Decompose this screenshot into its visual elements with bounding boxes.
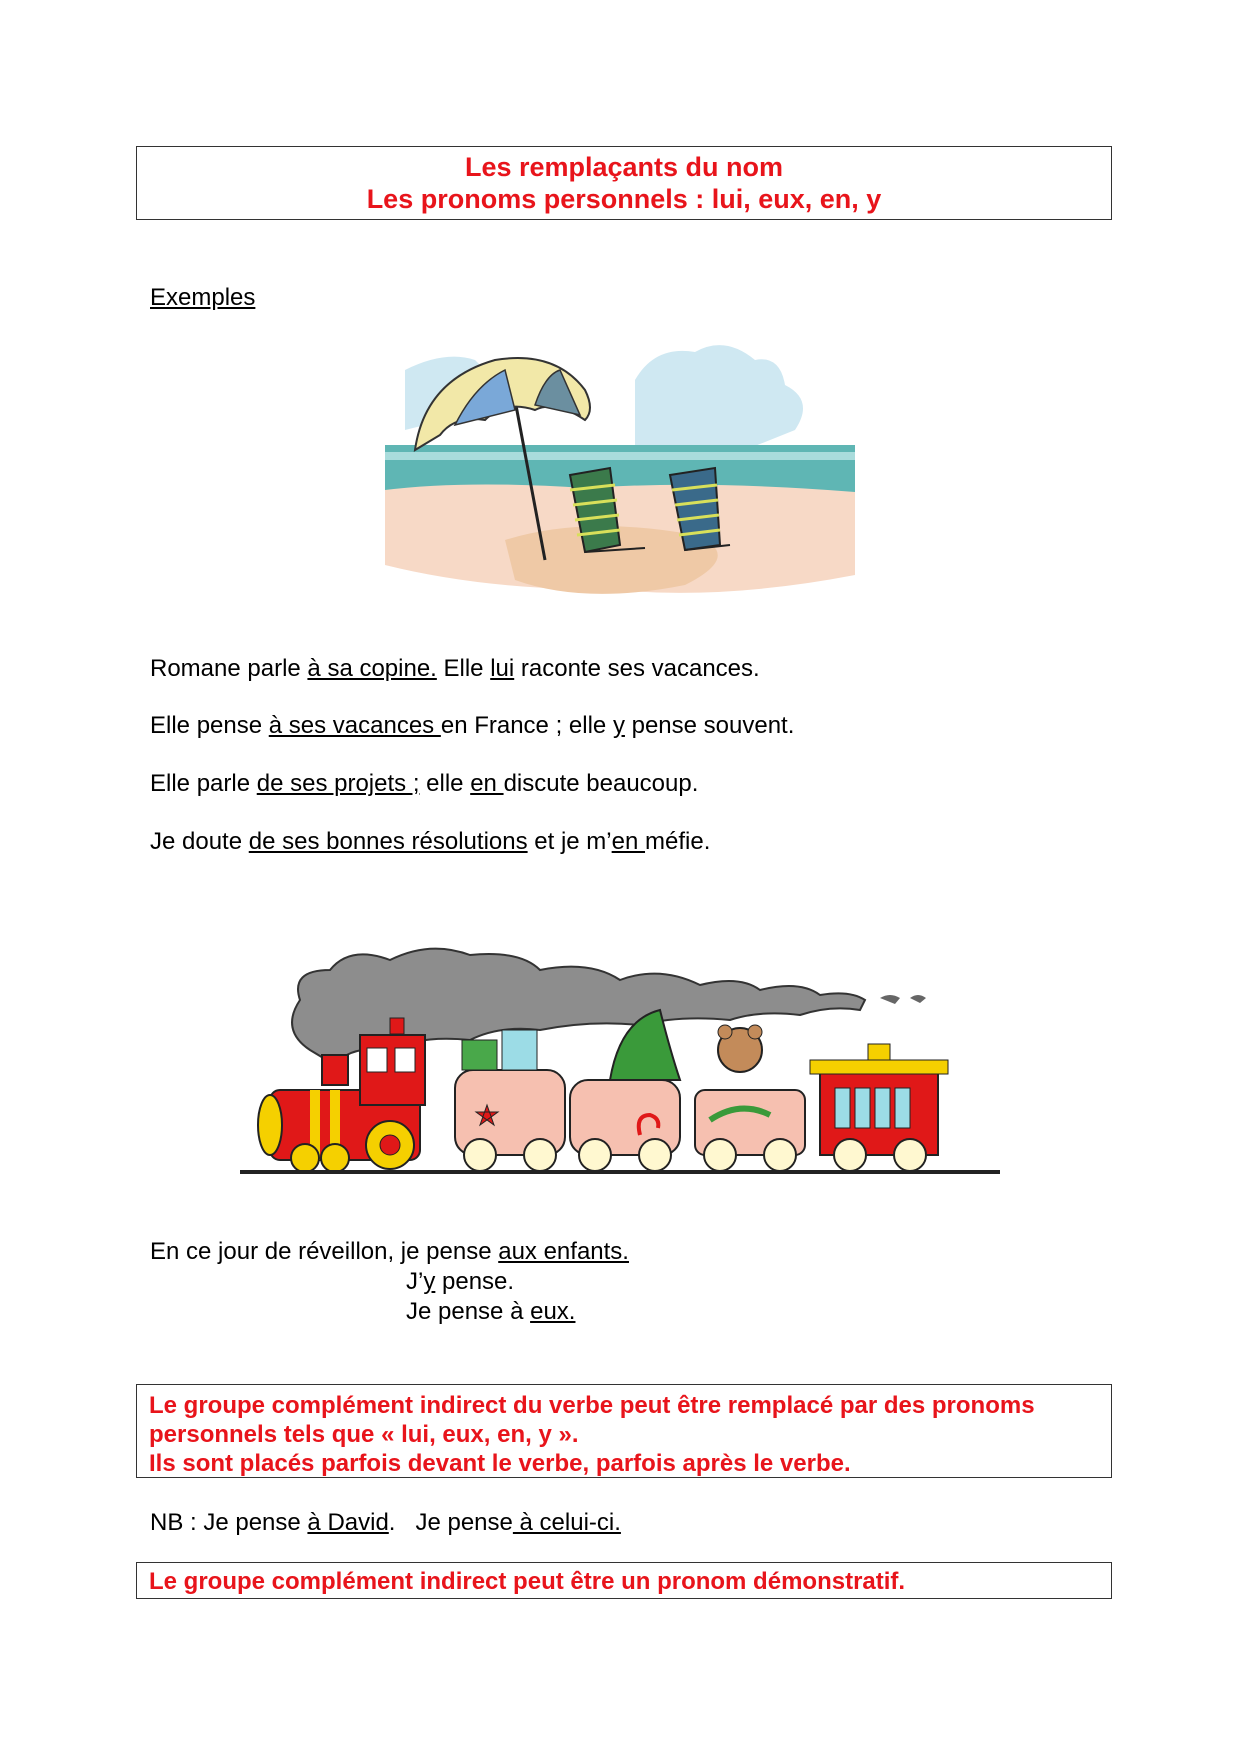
example-sentence-3: Elle parle de ses projets ; elle en discute beaucoup. — [150, 770, 699, 797]
example-sentence-1: Romane parle à sa copine. Elle lui raconte ses vacances. — [150, 655, 760, 682]
rule-1-line-2: personnels tels que « lui, eux, en, y ». — [149, 1421, 579, 1448]
reveillon-line-2: J’y pense. — [406, 1268, 515, 1295]
beach-illustration — [385, 340, 855, 625]
reveillon-line-3: Je pense à eux. — [406, 1298, 576, 1325]
rule-box-1 — [136, 1384, 1112, 1478]
section-label-exemples: Exemples — [150, 284, 256, 311]
title-line-1: Les remplaçants du nom — [464, 152, 784, 182]
title-box — [136, 146, 1112, 220]
rule-box-2 — [136, 1562, 1112, 1599]
rule-1-line-3: Ils sont placés parfois devant le verbe, parfois après le verbe. — [149, 1450, 851, 1477]
rule-2-text: Le groupe complément indirect peut être un pronom démonstratif. — [149, 1568, 906, 1595]
train-illustration — [240, 940, 1000, 1180]
title-line-2: Les pronoms personnels : lui, eux, en, y — [366, 184, 882, 214]
rule-1-line-1: Le groupe complément indirect du verbe peut être remplacé par des pronoms — [149, 1392, 1035, 1419]
example-sentence-4: Je doute de ses bonnes résolutions et je m’en méfie. — [150, 828, 711, 855]
example-sentence-2: Elle pense à ses vacances en France ; elle y pense souvent. — [150, 712, 795, 739]
nb-line: NB : Je pense à David. Je pense à celui-ci. — [150, 1509, 621, 1536]
reveillon-line-1: En ce jour de réveillon, je pense aux enfants. — [150, 1238, 629, 1265]
